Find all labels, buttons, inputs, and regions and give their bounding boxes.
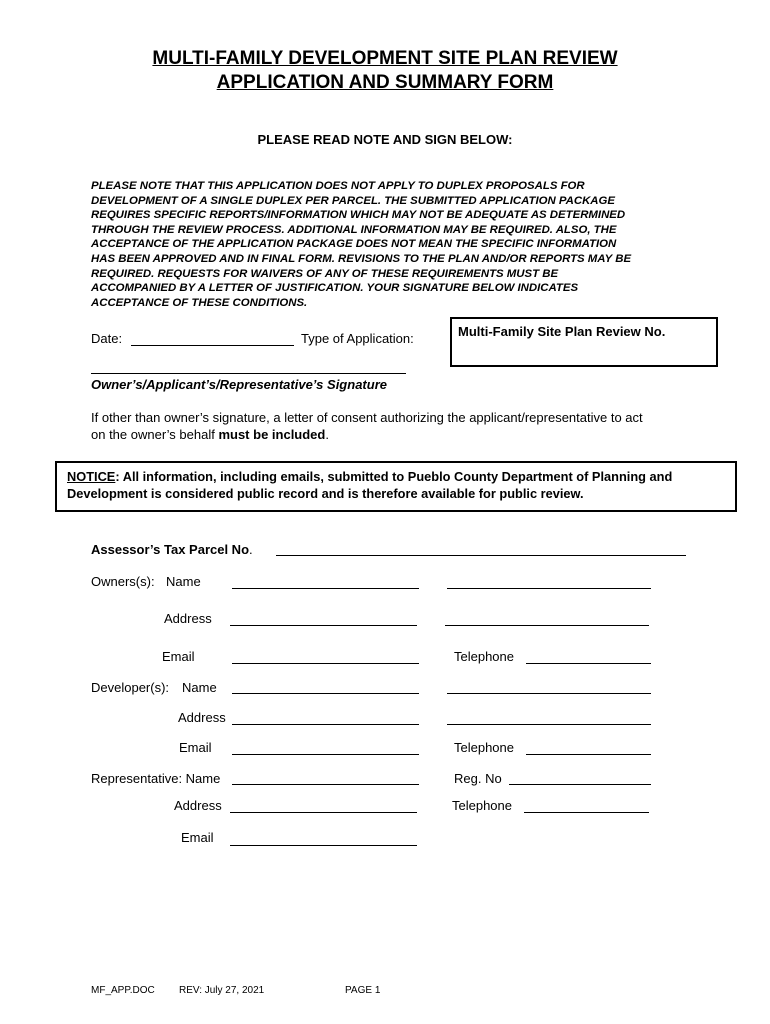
representative-address-label: Address [174, 798, 222, 813]
owners-email-field[interactable] [232, 663, 419, 664]
notice-label: NOTICE [67, 469, 116, 484]
owners-address-field-2[interactable] [445, 625, 649, 626]
representative-name-label: Representative: Name [91, 771, 221, 786]
consent-text-line1: If other than owner’s signature, a letter of consent authorizing the applicant/representative to act [91, 410, 643, 425]
developer-address-field[interactable] [232, 724, 419, 725]
representative-regno-field[interactable] [509, 784, 651, 785]
developer-address-field-2[interactable] [447, 724, 651, 725]
developer-address-label: Address [178, 710, 226, 725]
representative-email-label: Email [181, 830, 214, 845]
developer-email-field[interactable] [232, 754, 419, 755]
representative-regno-label: Reg. No [454, 771, 502, 786]
note-line: PLEASE NOTE THAT THIS APPLICATION DOES NOT APPLY TO DUPLEX PROPOSALS FOR [91, 180, 585, 192]
note-line: ACCEPTANCE OF THESE CONDITIONS. [91, 296, 308, 309]
date-field[interactable] [131, 345, 294, 346]
owners-address-label: Address [164, 611, 212, 626]
representative-address-field[interactable] [230, 812, 417, 813]
owners-label: Owners(s): [91, 574, 155, 589]
developer-name-field[interactable] [232, 693, 419, 694]
conditions-note [91, 179, 701, 310]
note-line: ACCOMPANIED BY A LETTER OF JUSTIFICATION. YOUR SIGNATURE BELOW INDICATES [91, 282, 579, 295]
form-title-line1: MULTI-FAMILY DEVELOPMENT SITE PLAN REVIEW [152, 48, 618, 69]
representative-name-field[interactable] [232, 784, 419, 785]
developer-name-field-2[interactable] [447, 693, 651, 694]
owners-telephone-label: Telephone [454, 649, 514, 664]
form-title-line2: APPLICATION AND SUMMARY FORM [216, 72, 554, 93]
note-line: REQUIRES SPECIFIC REPORTS/INFORMATION WHICH MAY NOT BE ADEQUATE AS DETERMINED [91, 209, 626, 222]
review-number-field[interactable] [450, 317, 718, 367]
owners-name-label: Name [166, 574, 201, 589]
note-line: THROUGH THE REVIEW PROCESS. ADDITIONAL INFORMATION MAY BE REQUIRED. ALSO, THE [91, 223, 617, 236]
consent-text-line2 [91, 427, 329, 442]
developer-name-label: Name [182, 680, 217, 695]
note-line: ACCEPTANCE OF THE APPLICATION PACKAGE DOES NOT MEAN THE SPECIFIC INFORMATION [91, 238, 617, 251]
public-record-notice [55, 461, 737, 512]
owners-name-field-2[interactable] [447, 588, 651, 589]
parcel-number-label: Assessor’s Tax Parcel No. [91, 542, 253, 557]
consent-text-suffix: . [325, 427, 329, 442]
signature-label: Owner’s/Applicant’s/Representative’s Signature [91, 377, 387, 392]
footer-page-number: PAGE 1 [345, 985, 381, 996]
owners-email-label: Email [162, 649, 195, 664]
representative-email-field[interactable] [230, 845, 417, 846]
read-note-heading: PLEASE READ NOTE AND SIGN BELOW: [257, 132, 513, 147]
review-number-label: Multi-Family Site Plan Review No. [458, 324, 666, 339]
parcel-number-field[interactable] [276, 555, 686, 556]
notice-line2: Development is considered public record and is therefore available for public review. [67, 486, 584, 501]
signature-field[interactable] [91, 373, 406, 374]
developer-telephone-label: Telephone [454, 740, 514, 755]
notice-line1: : All information, including emails, submitted to Pueblo County Department of Planning and [115, 469, 673, 484]
owners-address-field[interactable] [230, 625, 417, 626]
owners-telephone-field[interactable] [526, 663, 651, 664]
footer-doc-name: MF_APP.DOC [91, 985, 155, 996]
developer-email-label: Email [179, 740, 212, 755]
representative-telephone-label: Telephone [452, 798, 512, 813]
developer-label: Developer(s): [91, 680, 170, 695]
owners-name-field[interactable] [232, 588, 419, 589]
type-of-application-label: Type of Application: [301, 331, 414, 346]
note-line: DEVELOPMENT OF A SINGLE DUPLEX PER PARCEL. THE SUBMITTED APPLICATION PACKAGE [91, 194, 615, 207]
date-label: Date: [91, 331, 123, 346]
consent-text-emphasis: must be included [218, 427, 326, 442]
note-line: REQUIRED. REQUESTS FOR WAIVERS OF ANY OF THESE REQUIREMENTS MUST BE [91, 267, 559, 280]
note-line: HAS BEEN APPROVED AND IN FINAL FORM. REVISIONS TO THE PLAN AND/OR REPORTS MAY BE [91, 252, 632, 265]
representative-telephone-field[interactable] [524, 812, 649, 813]
developer-telephone-field[interactable] [526, 754, 651, 755]
consent-text-prefix: on the owner’s behalf [91, 427, 219, 442]
footer-revision: REV: July 27, 2021 [179, 985, 265, 996]
